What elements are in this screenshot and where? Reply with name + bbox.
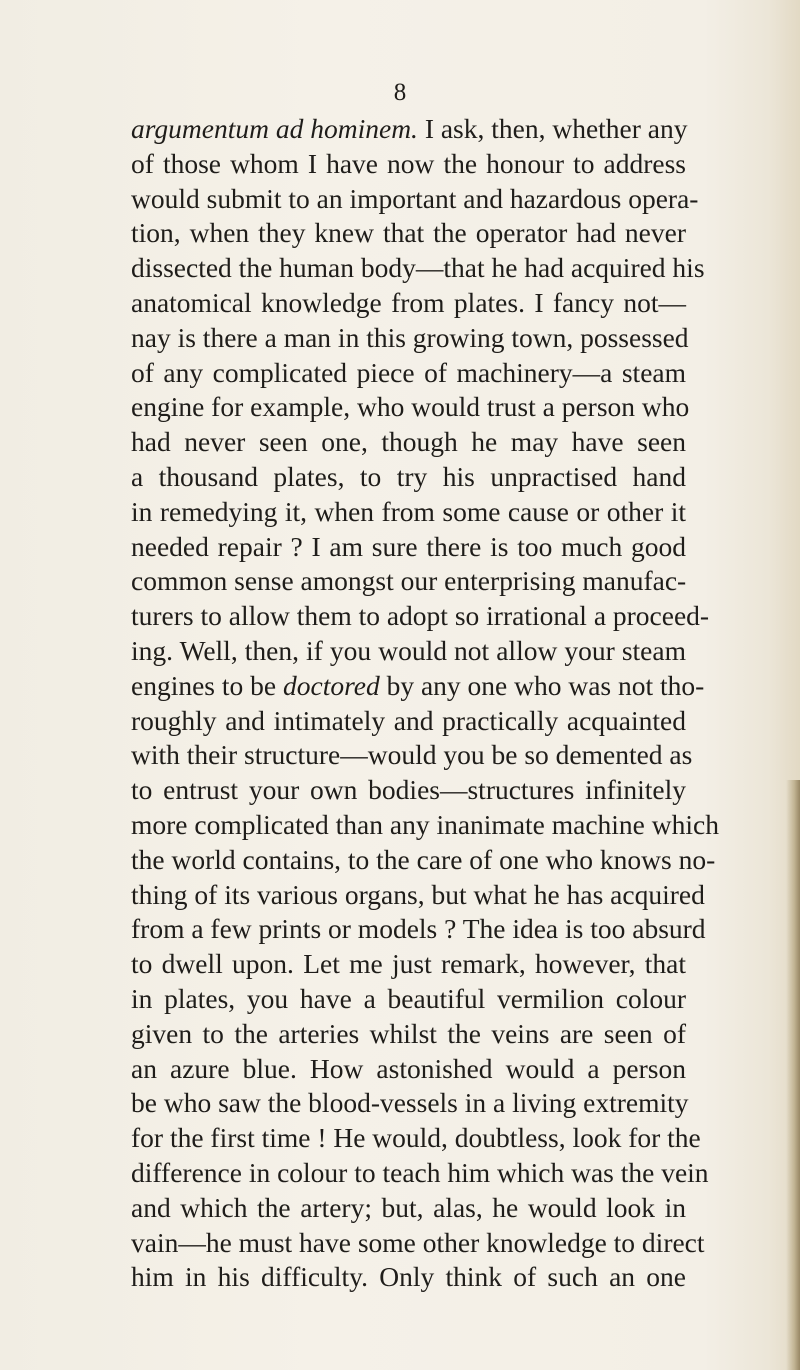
text-line — [131, 216, 686, 251]
text-segment: the world contains, to the care of one who knows no- — [131, 843, 716, 875]
text-line — [131, 390, 690, 425]
text-line — [131, 1226, 705, 1261]
text-line — [131, 843, 716, 878]
text-segment: to dwell upon. Let me just remark, however, that — [131, 948, 686, 980]
text-segment: of any complicated piece of machinery—a steam — [131, 356, 686, 388]
text-segment: vain—he must have some other knowledge to direct — [131, 1226, 705, 1258]
text-line — [131, 112, 686, 147]
text-line — [131, 251, 705, 286]
text-line — [131, 669, 705, 704]
text-line — [131, 286, 686, 321]
text-segment: dissected the human body—that he had acquired his — [131, 252, 705, 284]
text-line — [131, 182, 699, 217]
text-line — [131, 878, 705, 913]
text-segment: by any one who was not tho- — [379, 669, 705, 701]
text-segment: I ask, then, whether any — [417, 113, 688, 144]
text-line — [131, 738, 693, 773]
text-line — [131, 599, 710, 634]
text-segment: in plates, you have a beautiful vermilion colour — [131, 982, 686, 1014]
text-line — [131, 634, 686, 669]
text-line — [131, 356, 686, 391]
text-segment: thing of its various organs, but what he has acquired — [131, 878, 705, 910]
text-line — [131, 1052, 686, 1087]
text-line — [131, 1260, 686, 1295]
text-segment: difference in colour to teach him which was the vein — [131, 1156, 709, 1188]
text-segment: from a few prints or models ? The idea is too absurd — [131, 913, 706, 945]
text-segment: turers to allow them to adopt so irrational a proceed- — [131, 600, 710, 632]
text-segment: a thousand plates, to try his unpractised hand — [131, 460, 686, 492]
text-line — [131, 460, 686, 495]
page-number: 8 — [393, 79, 407, 106]
text-segment: given to the arteries whilst the veins are seen of — [131, 1017, 686, 1049]
text-line — [131, 808, 719, 843]
text-line — [131, 773, 686, 808]
body-text — [131, 112, 719, 1295]
text-line — [131, 530, 686, 565]
text-line — [131, 425, 686, 460]
text-segment: engine for example, who would trust a person who — [131, 391, 690, 423]
text-segment: common sense amongst our enterprising manufac- — [131, 565, 687, 597]
text-line — [131, 321, 689, 356]
text-segment: in remedying it, when from some cause or other it — [131, 495, 686, 527]
text-segment: of those whom I have now the honour to address — [131, 147, 686, 179]
italic-text: doctored — [282, 669, 380, 701]
text-line — [131, 982, 686, 1017]
page-edge-shadow — [786, 780, 800, 1370]
text-segment: needed repair ? I am sure there is too much good — [131, 530, 686, 562]
text-segment: him in his difficulty. Only think of such an one — [131, 1261, 686, 1293]
text-line — [131, 1121, 701, 1156]
text-segment: anatomical knowledge from plates. I fancy not— — [131, 286, 686, 318]
text-line — [131, 704, 686, 739]
text-line — [131, 1191, 686, 1226]
text-segment: roughly and intimately and practically acquainted — [131, 704, 686, 736]
text-line — [131, 147, 686, 182]
text-segment: an azure blue. How astonished would a person — [131, 1052, 686, 1084]
text-line — [131, 1086, 689, 1121]
italic-text: argumentum ad hominem. — [131, 113, 418, 144]
text-segment: had never seen one, though he may have seen — [131, 426, 686, 458]
text-line — [131, 947, 686, 982]
text-line — [131, 495, 686, 530]
text-segment: engines to be — [131, 669, 283, 701]
text-segment: to entrust your own bodies—structures infinitely — [131, 774, 686, 806]
text-line — [131, 1017, 686, 1052]
text-line — [131, 912, 706, 947]
text-segment: with their structure—would you be so demented as — [131, 739, 693, 771]
text-segment: tion, when they knew that the operator had never — [131, 217, 686, 249]
text-line — [131, 1156, 709, 1191]
text-segment: for the first time ! He would, doubtless, look for the — [131, 1122, 701, 1154]
text-segment: nay is there a man in this growing town, possessed — [131, 321, 689, 353]
text-segment: would submit to an important and hazardous opera- — [131, 182, 699, 214]
text-segment: ing. Well, then, if you would not allow your steam — [131, 634, 686, 666]
text-segment: be who saw the blood-vessels in a living extremity — [131, 1087, 689, 1119]
text-segment: more complicated than any inanimate machine which — [131, 808, 719, 840]
text-line — [131, 564, 686, 599]
text-segment: and which the artery; but, alas, he would look in — [131, 1191, 686, 1223]
